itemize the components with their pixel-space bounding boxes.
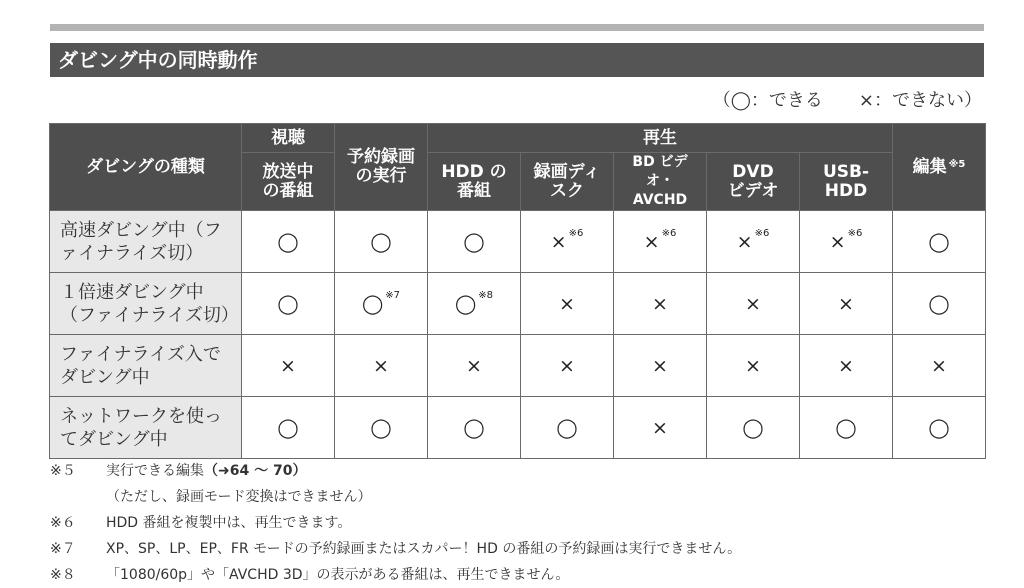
availability-mark: ×: [838, 354, 854, 377]
header-reserve: [335, 124, 428, 211]
footnotes: [50, 458, 741, 588]
header-recorded-disc-label: 録画ディスク: [533, 161, 601, 201]
note-5-sub: （ただし、録画モード変換はできません）: [106, 489, 372, 505]
header-hdd: [428, 153, 521, 211]
table-cell: [428, 273, 521, 335]
availability-mark: ◯: [742, 416, 764, 439]
availability-mark: ◯: [928, 292, 950, 315]
note-text: 実行できる編集: [106, 463, 204, 479]
header-recorded-disc: [521, 153, 614, 211]
table-cell: [242, 335, 335, 397]
row-label: [50, 211, 242, 273]
header-bd-video-label: BD ビデオ・AVCHD: [632, 154, 688, 208]
note-ref: （➜64 ～ 70）: [204, 463, 307, 479]
availability-mark: ◯: [454, 292, 477, 315]
table-row: [50, 397, 986, 459]
header-broadcast: [242, 153, 335, 211]
header-dvd-video: [707, 153, 800, 211]
availability-mark: ◯: [277, 292, 299, 315]
table-cell: [242, 273, 335, 335]
header-group-view: 視聴: [242, 124, 335, 153]
table-cell: [800, 397, 893, 459]
availability-mark: ◯: [277, 230, 299, 253]
header-edit-label: 編集: [912, 156, 947, 177]
row-label: [50, 335, 242, 397]
table-cell: [893, 335, 986, 397]
table-cell: [242, 397, 335, 459]
table-cell: [614, 397, 707, 459]
table-cell: [800, 335, 893, 397]
row-label-text: ファイナライズ入でダビング中: [60, 343, 221, 388]
header-usb-hdd-label: USB-HDD: [822, 161, 870, 201]
table-cell: [707, 211, 800, 273]
table-cell: [521, 273, 614, 335]
note-text: XP、SP、LP、EP、FR モードの予約録画またはスカパー！HD の番組の予約録画は実行できません。: [106, 541, 742, 557]
availability-mark: ×: [559, 292, 575, 315]
table-cell: [707, 273, 800, 335]
table-cell: [707, 335, 800, 397]
header-reserve-label: 予約録画の実行: [347, 147, 415, 186]
table-cell: [614, 335, 707, 397]
availability-mark: ◯: [928, 416, 950, 439]
header-bd-video: [614, 153, 707, 211]
note-id: ※５: [50, 463, 76, 479]
note-ref-sup: ※6: [661, 227, 677, 239]
header-dubbing-type: ダビングの種類: [50, 124, 242, 211]
availability-mark: ◯: [370, 416, 392, 439]
table-cell: [242, 211, 335, 273]
note-text: 「1080/60p」や「AVCHD 3D」の表示がある番組は、再生できません。: [106, 567, 570, 583]
availability-mark: ×: [550, 230, 567, 253]
table-cell: [335, 211, 428, 273]
availability-mark: ×: [280, 354, 296, 377]
row-label-text: ネットワークを使ってダビング中: [60, 405, 222, 450]
availability-mark: ×: [652, 354, 668, 377]
table-cell: [428, 211, 521, 273]
note-id: ※８: [50, 567, 76, 583]
availability-mark: ×: [838, 292, 854, 315]
header-edit-sup: ※5: [948, 158, 966, 170]
availability-mark: ◯: [835, 416, 857, 439]
header-group-play: 再生: [428, 124, 893, 153]
availability-mark: ×: [466, 354, 482, 377]
table-cell: [800, 211, 893, 273]
availability-mark: ×: [643, 230, 660, 253]
note-text: HDD 番組を複製中は、再生できます。: [106, 515, 352, 531]
top-rule: [50, 24, 984, 31]
row-label: [50, 397, 242, 459]
note-ref-sup: ※6: [754, 227, 770, 239]
note-8: [50, 562, 741, 588]
table-cell: [335, 397, 428, 459]
availability-mark: ×: [745, 354, 761, 377]
table-cell: [614, 273, 707, 335]
note-ref-sup: ※6: [568, 227, 584, 239]
table-cell: [335, 273, 428, 335]
note-ref-sup: ※7: [385, 289, 400, 301]
availability-mark: ◯: [370, 230, 392, 253]
header-edit: [893, 124, 986, 211]
availability-mark: ×: [736, 230, 753, 253]
table-cell: [521, 211, 614, 273]
table-cell: [707, 397, 800, 459]
table-cell: [893, 273, 986, 335]
table-row: [50, 335, 986, 397]
table-cell: [428, 397, 521, 459]
legend: （◯：できる ×：できない）: [712, 90, 982, 111]
availability-mark: ×: [559, 354, 575, 377]
table-cell: [893, 211, 986, 273]
availability-mark: ×: [652, 416, 668, 439]
table-body: [50, 211, 986, 459]
table-cell: [521, 397, 614, 459]
header-dvd-video-label: DVD ビデオ: [727, 161, 779, 201]
availability-mark: ◯: [463, 230, 485, 253]
row-label: [50, 273, 242, 335]
table-row: [50, 273, 986, 335]
availability-mark: ◯: [928, 230, 950, 253]
header-usb-hdd: [800, 153, 893, 211]
note-id: ※７: [50, 541, 76, 557]
availability-mark: ×: [829, 230, 846, 253]
table-cell: [893, 397, 986, 459]
table-row: [50, 211, 986, 273]
table-cell: [335, 335, 428, 397]
availability-mark: ×: [373, 354, 389, 377]
note-6: [50, 510, 741, 536]
simultaneous-operation-table: [49, 123, 986, 459]
note-ref-sup: ※6: [847, 227, 863, 239]
availability-mark: ×: [652, 292, 668, 315]
note-id: ※６: [50, 515, 76, 531]
availability-mark: ◯: [361, 292, 384, 315]
table-cell: [800, 273, 893, 335]
table-cell: [614, 211, 707, 273]
note-7: [50, 536, 741, 562]
row-label-text: １倍速ダビング中（ファイナライズ切）: [60, 281, 239, 326]
row-label-text: 高速ダビング中（ファイナライズ切）: [60, 219, 222, 264]
section-title: ダビング中の同時動作: [50, 43, 984, 77]
availability-mark: ×: [745, 292, 761, 315]
availability-mark: ◯: [556, 416, 578, 439]
header-broadcast-label: 放送中の番組: [262, 161, 314, 201]
note-5: [50, 458, 741, 484]
availability-mark: ×: [931, 354, 947, 377]
availability-mark: ◯: [277, 416, 299, 439]
note-ref-sup: ※8: [478, 289, 493, 301]
table-cell: [428, 335, 521, 397]
availability-mark: ◯: [463, 416, 485, 439]
header-hdd-label: HDD の番組: [441, 161, 507, 201]
table-cell: [521, 335, 614, 397]
